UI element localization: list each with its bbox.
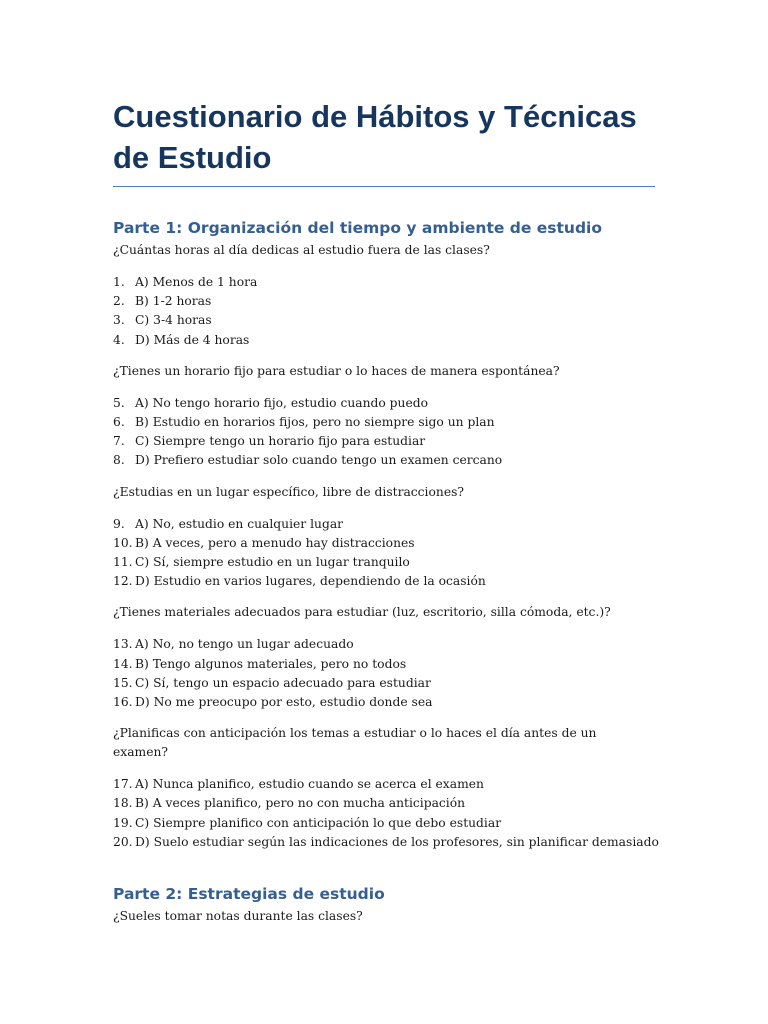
option-item xyxy=(113,534,655,553)
option-text: C) Siempre tengo un horario fijo para estudiar xyxy=(135,434,426,449)
option-item xyxy=(113,273,655,292)
option-number: 6. xyxy=(113,415,125,430)
option-item xyxy=(113,635,655,654)
option-text: B) A veces planifico, pero no con mucha anticipación xyxy=(135,796,466,811)
option-number: 5. xyxy=(113,395,125,410)
option-item xyxy=(113,693,655,712)
document-title: Cuestionario de Hábitos y Técnicas de Estudio xyxy=(113,96,655,187)
option-number: 19. xyxy=(113,815,133,830)
option-item xyxy=(113,572,655,591)
option-list xyxy=(113,273,655,350)
question-block xyxy=(113,362,655,471)
option-text: C) 3-4 horas xyxy=(135,313,212,328)
question-text: ¿Estudias en un lugar específico, libre de distracciones? xyxy=(113,484,464,499)
option-text: D) Más de 4 horas xyxy=(135,332,250,347)
option-number: 11. xyxy=(113,555,133,570)
question-text: ¿Planificas con anticipación los temas a estudiar o lo haces el día antes de un examen? xyxy=(113,726,597,760)
option-number: 17. xyxy=(113,777,133,792)
option-number: 13. xyxy=(113,637,133,652)
option-text: C) Sí, tengo un espacio adecuado para estudiar xyxy=(135,675,431,690)
option-list xyxy=(113,515,655,592)
question-block xyxy=(113,241,655,350)
option-number: 9. xyxy=(113,516,125,531)
option-list xyxy=(113,775,659,852)
option-text: D) Prefiero estudiar solo cuando tengo un examen cercano xyxy=(135,453,503,468)
option-number: 20. xyxy=(113,834,133,849)
question-text: ¿Sueles tomar notas durante las clases? xyxy=(113,909,363,924)
option-text: C) Sí, siempre estudio en un lugar tranquilo xyxy=(135,555,410,570)
option-text: D) No me preocupo por esto, estudio donde sea xyxy=(135,695,433,710)
question-block xyxy=(113,603,655,712)
option-item xyxy=(113,432,655,451)
option-number: 3. xyxy=(113,313,125,328)
section-heading-part2: Parte 2: Estrategias de estudio xyxy=(113,885,385,904)
option-text: D) Suelo estudiar según las indicaciones de los profesores, sin planificar demasiado xyxy=(135,834,659,849)
option-number: 12. xyxy=(113,574,133,589)
option-number: 16. xyxy=(113,695,133,710)
question-block xyxy=(113,724,659,852)
question-block xyxy=(113,907,655,926)
option-text: A) No, estudio en cualquier lugar xyxy=(135,516,344,531)
question-text: ¿Tienes un horario fijo para estudiar o lo haces de manera espontánea? xyxy=(113,363,560,378)
option-number: 1. xyxy=(113,275,125,289)
option-number: 18. xyxy=(113,796,133,811)
question-text: ¿Tienes materiales adecuados para estudiar (luz, escritorio, silla cómoda, etc.)? xyxy=(113,605,611,620)
option-item xyxy=(113,794,655,813)
option-text: A) No tengo horario fijo, estudio cuando puedo xyxy=(135,395,429,410)
option-text: A) Nunca planifico, estudio cuando se acerca el examen xyxy=(135,777,484,792)
section-heading-part1: Parte 1: Organización del tiempo y ambiente de estudio xyxy=(113,219,602,237)
option-number: 14. xyxy=(113,656,133,671)
option-item xyxy=(113,311,655,330)
option-item xyxy=(113,292,655,311)
option-list xyxy=(113,635,655,712)
option-text: B) Estudio en horarios fijos, pero no siempre sigo un plan xyxy=(135,415,495,430)
option-item xyxy=(113,413,655,432)
option-list xyxy=(113,394,655,471)
option-item xyxy=(113,655,655,674)
option-text: A) No, no tengo un lugar adecuado xyxy=(135,637,354,652)
option-text: B) 1-2 horas xyxy=(135,294,212,309)
option-number: 8. xyxy=(113,453,125,468)
option-item xyxy=(113,394,655,413)
option-item xyxy=(113,833,659,852)
option-text: B) Tengo algunos materiales, pero no todos xyxy=(135,656,407,671)
option-item xyxy=(113,515,655,534)
option-number: 15. xyxy=(113,675,133,690)
option-item xyxy=(113,451,655,470)
question-text: ¿Cuántas horas al día dedicas al estudio fuera de las clases? xyxy=(113,243,490,257)
option-item xyxy=(113,814,655,833)
option-number: 10. xyxy=(113,535,133,550)
option-text: D) Estudio en varios lugares, dependiendo de la ocasión xyxy=(135,574,486,589)
option-text: C) Siempre planifico con anticipación lo que debo estudiar xyxy=(135,815,502,830)
option-number: 7. xyxy=(113,434,125,449)
option-item xyxy=(113,553,655,572)
option-item xyxy=(113,775,655,794)
question-block xyxy=(113,483,655,592)
option-item xyxy=(113,674,655,693)
option-item xyxy=(113,331,655,350)
option-number: 2. xyxy=(113,294,125,309)
option-number: 4. xyxy=(113,332,125,347)
option-text: A) Menos de 1 hora xyxy=(135,275,258,289)
option-text: B) A veces, pero a menudo hay distracciones xyxy=(135,535,415,550)
